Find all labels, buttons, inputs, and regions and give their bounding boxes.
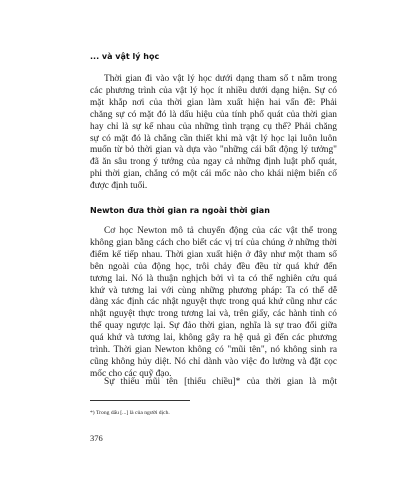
paragraph-line: sự có mặt đó là chẳng cần thiết khi mà vật lý học lại luôn luôn <box>90 133 337 144</box>
newton-paragraph <box>90 226 337 381</box>
paragraph-line: quá khứ và tương lai, không gây ra hệ quả gì đến các phương <box>90 333 337 344</box>
running-title: ... và vật lý học <box>90 52 160 61</box>
paragraph-line: mặt khắp nơi của thời gian làm xuất hiện hai vấn đề: Phải <box>90 97 337 108</box>
paragraph-line: trình. Thời gian Newton không có "mũi tên", nó không sinh ra <box>90 345 337 356</box>
paragraph-line: Thời gian đi vào vật lý học dưới dạng tham số t nằm trong <box>104 74 337 84</box>
paragraph-line: dàng xác định các nhật nguyệt thực trong quá khứ cũng như các <box>90 297 337 308</box>
paragraph-line: không gian bằng cách cho biết các vị trí của chúng ở những thời <box>90 237 337 248</box>
footnote-divider <box>90 400 190 401</box>
footnote: *) Trong dấu [...] là của người dịch. <box>90 410 170 416</box>
paragraph-line: được định tuổi. <box>90 181 148 192</box>
paragraph-line: Cơ học Newton mô tả chuyển động của các vật thể trong <box>104 226 337 236</box>
paragraph-line: phi thời gian, chẳng có một cái mốc nào cho khái niệm biến cố <box>90 169 337 180</box>
page-number: 376 <box>90 433 103 443</box>
intro-paragraph <box>90 74 337 193</box>
paragraph-line: tương lai. Nó là thuận nghịch bởi vì ta có thể nghiên cứu quá <box>90 273 337 284</box>
paragraph-line: nhật nguyệt thực trong tương lai và, trên giấy, các hành tinh có <box>90 309 337 320</box>
paragraph-line: mốc cho các quỹ đạo. <box>90 368 172 379</box>
paragraph-line: điểm kế tiếp nhau. Thời gian xuất hiện ở đây như một tham số <box>90 249 337 260</box>
paragraph-line: cũng không hủy diệt. Nó chỉ dành vào việc đo lường và đặt cọc <box>90 356 337 367</box>
paragraph-line: thể quay ngược lại. Sự đảo thời gian, nghĩa là sự trao đổi giữa <box>90 321 337 332</box>
section-heading: Newton đưa thời gian ra ngoài thời gian <box>90 206 270 215</box>
paragraph-line: đã ăn sâu trong ý tưởng của ngay cả những định luật phổ quát, <box>90 157 337 168</box>
paragraph-line: chăng sự có mặt đó là dấu hiệu của tính phổ quát của thời gian <box>90 109 337 120</box>
paragraph-line: Sự thiếu mũi tên [thiếu chiều]* của thời gian là một <box>104 377 337 387</box>
closing-paragraph <box>90 377 337 389</box>
paragraph-line: các phương trình của vật lý học ít nhiều dưới dạng hiện. Sự có <box>90 85 337 96</box>
paragraph-line: hay chỉ là sự kế nhau của những tình trạng cụ thể? Phải chăng <box>90 121 337 132</box>
paragraph-line: muốn từ bỏ thời gian và dựa vào "những cái bất động lý tưởng" <box>90 145 337 156</box>
paragraph-line: bên ngoài của động học, trôi chảy đều đều từ quá khứ đến <box>90 261 337 272</box>
paragraph-line: khứ và tương lai với cùng những phương pháp: Ta có thể dễ <box>90 285 337 296</box>
